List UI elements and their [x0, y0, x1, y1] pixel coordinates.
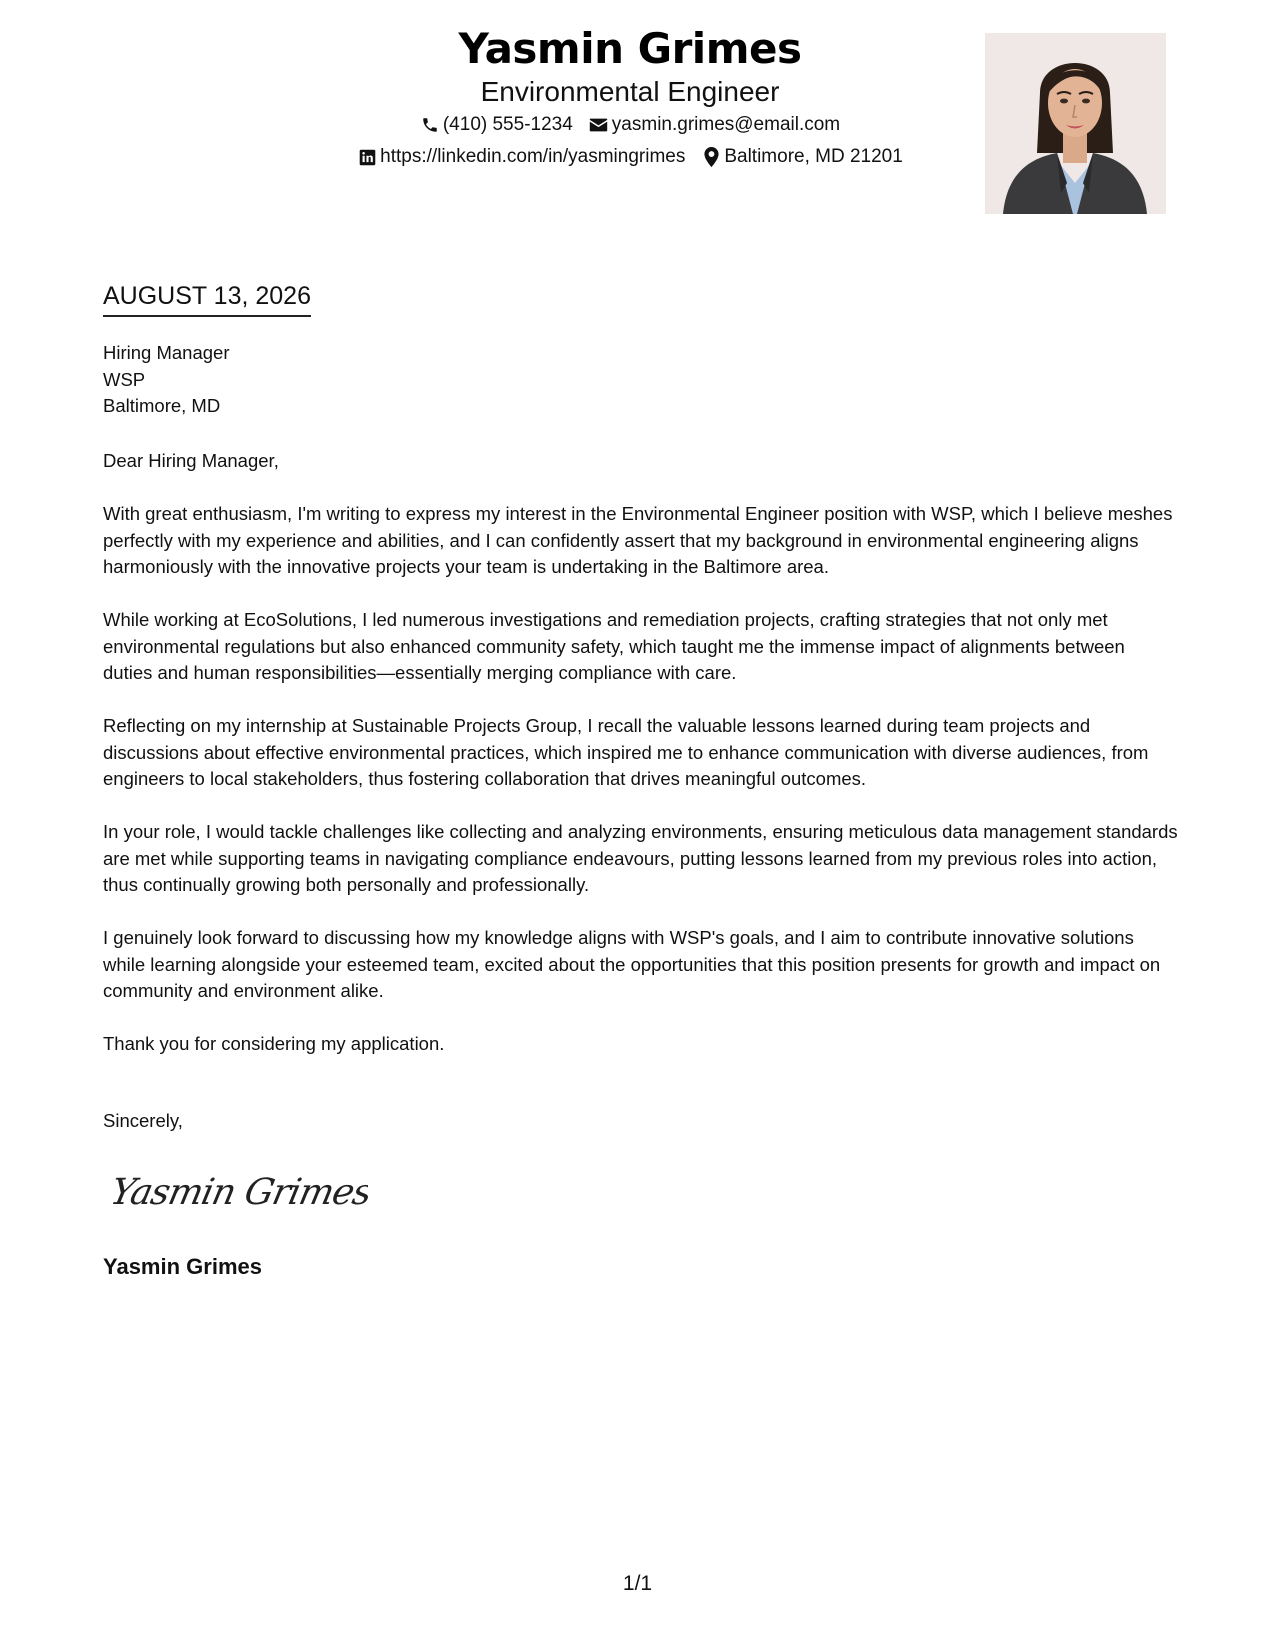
- letter-body: [103, 448, 1178, 1084]
- contact-phone: [420, 112, 573, 138]
- thanks-line: Thank you for considering my application.: [103, 1033, 445, 1054]
- body-paragraph-1: With great enthusiasm, I'm writing to express my interest in the Environmental Engineer position with WSP, which I believe meshes perfectly with my experience and abilities, and I can confidently assert that my background in environmental engineering aligns harmoniously with the innovative projects your team is undertaking in the Baltimore area.: [103, 503, 1173, 577]
- recipient-company: WSP: [103, 368, 146, 390]
- contact-email: [589, 112, 840, 138]
- profile-photo: [985, 33, 1166, 214]
- contact-linkedin: [357, 144, 685, 170]
- recipient-block: [103, 340, 229, 420]
- envelope-icon: [589, 115, 609, 135]
- recipient-title: Hiring Manager: [103, 342, 230, 363]
- map-pin-icon: [701, 147, 721, 167]
- salutation: Dear Hiring Manager,: [103, 450, 279, 471]
- body-paragraph-4: In your role, I would tackle challenges like collecting and analyzing environments, ensuring meticulous data management standards are met while supporting teams in navigating compliance endeavours, putting lessons learned from my previous roles into action, thus continually growing both personally and professionally.: [103, 821, 1178, 895]
- body-paragraph-2: While working at EcoSolutions, I led numerous investigations and remediation projects, crafting strategies that not only met environmental regulations but also enhanced community safety, which taught me the immense impact of alignments between duties and human responsibilities—essentially merging compliance with care.: [103, 609, 1125, 683]
- phone-text: (410) 555-1234: [442, 114, 573, 135]
- contact-location: [701, 144, 902, 170]
- job-title: Environmental Engineer: [480, 76, 780, 107]
- handwritten-signature: [108, 1160, 368, 1220]
- linkedin-text: https://linkedin.com/in/yasmingrimes: [380, 146, 686, 167]
- body-paragraph-3: Reflecting on my internship at Sustainable Projects Group, I recall the valuable lessons learned during team projects and discussions about effective environmental practices, which inspired me to enhance communication with diverse audiences, from engineers to local stakeholders, thus fostering collaboration that drives meaningful outcomes.: [103, 715, 1149, 789]
- svg-text:Yasmin Grimes: Yasmin Grimes: [108, 1170, 368, 1213]
- signed-name: Yasmin Grimes: [103, 1254, 262, 1279]
- email-text: yasmin.grimes@email.com: [611, 114, 841, 135]
- letter-date: AUGUST 13, 2026: [103, 279, 311, 317]
- page-number: 1/1: [622, 1572, 653, 1595]
- body-paragraph-5: I genuinely look forward to discussing how my knowledge aligns with WSP's goals, and I aim to contribute innovative solutions while learning alongside your esteemed team, excited about the opportunities that this position presents for growth and impact on community and environment alike.: [103, 927, 1161, 1001]
- phone-icon: [420, 115, 440, 135]
- recipient-location: Baltimore, MD: [103, 395, 221, 416]
- closing: Sincerely,: [103, 1110, 183, 1131]
- location-text: Baltimore, MD 21201: [724, 146, 903, 167]
- applicant-name: Yasmin Grimes: [458, 24, 802, 73]
- linkedin-icon: [357, 147, 377, 167]
